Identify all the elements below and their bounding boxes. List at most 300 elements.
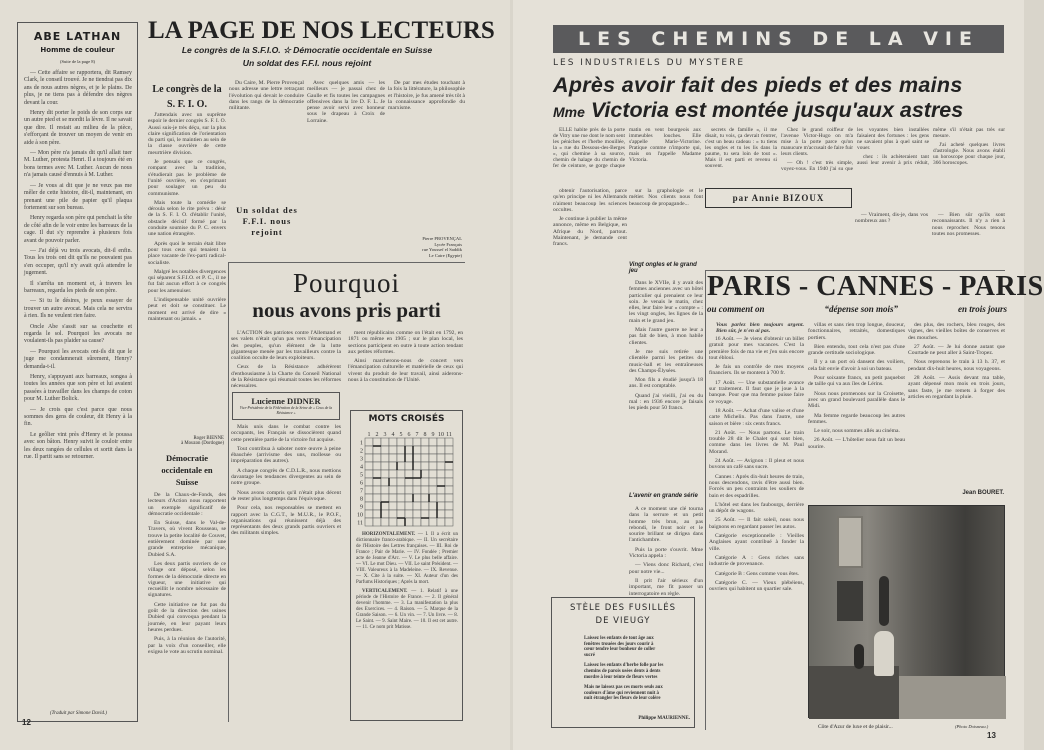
column-number: 10 — [438, 432, 444, 438]
column-number: 2 — [375, 432, 379, 438]
crossword-cell[interactable] — [429, 502, 437, 510]
crossword-cell[interactable] — [397, 478, 405, 486]
paragraph: — Je crois que c'est parce que nous sommes des gens de couleur, dit Henry à la fin. — [24, 406, 132, 428]
soldat-body — [307, 80, 385, 255]
crossword-cell[interactable] — [381, 502, 389, 510]
crossword-cell[interactable] — [365, 454, 373, 462]
subtitle-suisse: Démocratie occidentale en Suisse — [293, 45, 433, 55]
crossword-cell[interactable] — [389, 486, 397, 494]
paragraph: ELLE habite près de la porte de Vitry une rue dont le nom sent les péniches et l'herbe mouillée, la « rue du Dessous-des-Berges », qui chemine à sa source, chemin de halage du chemin de fer de ceinture, se gorge chaque matin en vent bourgeois aux immeubles louches. Elle s'appelle Marie-Victorine. Pratique comme n'importe qui, mais on l'appelle Madame Victoria. — [553, 127, 701, 169]
paragraph: A ce moment une clé tourna dans la serrure et un petit homme très brun, au pas rebondi, le front noir et le sourire brillant se dirigea dans l'antichambre. — [629, 506, 703, 544]
crossword-cell[interactable] — [365, 446, 373, 454]
crossword-cell[interactable] — [445, 510, 453, 518]
crossword-cell[interactable] — [445, 478, 453, 486]
crossword-cell[interactable] — [445, 502, 453, 510]
vertical-clues: — 1. Relatif à une période de l'Histoire de France. — 2. Il général devenir l'homme. — 3. La manifestation la plus des Exercices. — 4. Raison. — 5. Marque de la Grande Saison. — 6. Un vin. — 7. Un livre. — 8. Le Saint. — 9. Saint Maire. — 10. Il est cet autre. — 11. Ce nom prit Matisse. — [356, 589, 459, 630]
column-number: 4 — [391, 432, 395, 438]
crossword-cell[interactable] — [405, 518, 413, 526]
crossword-cell[interactable] — [405, 502, 413, 510]
paragraph: Tout contribua à saboter notre œuvre à peine ébauchée (arrivisme des uns, mollesse ou impréparation des autres). — [231, 445, 341, 465]
paris-title: PARIS - CANNES - PARIS — [707, 271, 1044, 302]
paragraph: Je continue à publier la même annonce, même en Belgique, en Afrique du Nord, partout. Maintenant, je demande cent francs. — [553, 216, 627, 248]
crossword-cell[interactable] — [389, 462, 397, 470]
column-number: 6 — [407, 432, 411, 438]
pourquoi-body-3 — [231, 424, 341, 722]
crossword-cell[interactable] — [405, 486, 413, 494]
article-top-right — [855, 212, 1005, 270]
photo-caption: Côte d'Azur de luxe et de plaisir... — [818, 724, 893, 730]
column-number: 11 — [446, 432, 452, 438]
sidebar-title: ABE LATHAN — [33, 30, 122, 43]
pourquoi-body-2 — [348, 330, 463, 405]
crossword-cell[interactable] — [413, 486, 421, 494]
paragraph: Bien entendu, tout cela n'est pas d'une grande certitude sociologique. — [808, 343, 905, 357]
crossword-cell[interactable] — [389, 510, 397, 518]
row-number: 6 — [360, 480, 363, 487]
author-name: Lucienne DIDNER — [251, 396, 321, 406]
paragraph: A chaque congrès de C.D.L.R., nous mettions davantage les tendances divergentes au sein de notre groupe. — [231, 467, 341, 487]
crossword-cell[interactable] — [365, 470, 373, 478]
crossword-cell[interactable] — [365, 494, 373, 502]
row-number: 8 — [360, 496, 363, 503]
paragraph: Puis la porte s'ouvrit. Mme Victoria appela : — [629, 546, 703, 560]
paragraph: Malgré les notables divergences qui séparent S.F.I.O. et P. C., il ne fut fait aucun effort à ce congrès pour les amenuiser. — [148, 268, 226, 294]
paragraph: Je pensais que ce congrès, rompant avec la tradition, s'étudierait pas le problème de l'unité ouvrière, en s'exprimant pour soulager un peu du communisme. — [148, 159, 226, 197]
paragraph: — Viens donc Richard, c'est pour notre vie... — [629, 562, 703, 575]
paris-subtitle — [707, 304, 1007, 314]
crossword-cell[interactable] — [437, 518, 445, 526]
row-number: 4 — [360, 464, 363, 471]
paragraph: De la Chaux-de-Fonds, des lecteurs d'Action nous rapportent un exemple significatif de démocratie occidentale : — [148, 492, 226, 517]
paragraph: secrets de famille », il me disait, tu vois, ça devrait t'entrer, c'est un beau cadeau : « tu tiens les ongles et tu les lis dans la paume, tu sera loin de tout ». Mais il est parti et revenu si souvent. — [705, 127, 777, 169]
photo-child — [874, 631, 894, 676]
column-number: 1 — [367, 432, 371, 438]
paragraph: Henry dit porter le poids de son corps sur un autre pied et se mordit la lèvre. Il ne savait que dire. Il restait au milieu de la pièce, s'efforçant de trouver un moyen de venir en aide à son père. — [24, 110, 132, 146]
kicker: LES INDUSTRIELS DU MYSTERE — [553, 58, 746, 68]
crossword-cell[interactable] — [413, 462, 421, 470]
crossword-cell[interactable] — [381, 438, 389, 446]
poem-stanzas — [584, 636, 664, 707]
crossword-cell[interactable] — [381, 518, 389, 526]
paragraph: Quand j'ai vieilli, j'ai eu du mal : en 1936 encore je faisais les pieds pour 50 francs. — [629, 392, 703, 412]
crossword-cell[interactable] — [437, 470, 445, 478]
paragraph: Cette initiative ne fut pas du goût de la direction des usines Dubied qui convoqua pendant la journée, en leur payant leurs heures perdues. — [148, 601, 226, 633]
crossword-cell[interactable] — [437, 438, 445, 446]
crossword-cell[interactable] — [445, 486, 453, 494]
paragraph: — J'ai déjà vu trois avocats, dit-il enfin. Tous les trois ont dit qu'ils ne pouvaient pas s'en occuper, qu'il n'y avait qu'à attendre le jugement. — [24, 247, 132, 277]
crossword-cell[interactable] — [405, 478, 413, 486]
crossword-cell[interactable] — [373, 494, 381, 502]
sidebar-note: (Suite de la page 8) — [60, 59, 95, 64]
row-number: 2 — [360, 448, 363, 455]
crossword-cell[interactable] — [381, 486, 389, 494]
paragraph: Le geôlier vint près d'Henry et le poussa avec son bâton. Henry suivit le couloir entre les deux rangées de cellules et sortit dans la rue. Il partit sans se retourner. — [24, 431, 132, 461]
sfio-signature — [150, 436, 224, 446]
crossword-cell[interactable] — [389, 502, 397, 510]
crossword-cell[interactable] — [429, 454, 437, 462]
paragraph: sur la graphologie et le métier. Nos clients nous font beaucoup de propagande... — [629, 188, 703, 207]
crossword-cell[interactable] — [389, 454, 397, 462]
paragraph: Ainsi marcherons-nous de concert vers l'émancipation culturelle et matérielle de ceux qui vivent du produit de leur travail, ainsi aiderons-nous à la constitution de l'Unité. — [348, 358, 463, 384]
crossword-cell[interactable] — [373, 510, 381, 518]
photo-window — [837, 516, 863, 568]
crossword-cell[interactable] — [421, 454, 429, 462]
paragraph: Dans le XVIIe, il y avait des femmes anciennes avec un hôtel particulier qui prenaient ce leur soin. Je venais le matin, chez elles, leur faire leur « compte » : les vingt ongles, les lignes de la main et le grand jeu. — [629, 280, 703, 324]
paragraph: Catégorie B : Gens comme vous êtes. — [715, 570, 800, 577]
author-role: Vice-Présidente de la Fédération de la Seine de « Ceux de la Résistance » — [239, 406, 333, 415]
soldat-body-top — [229, 80, 304, 200]
paragraph: Je me suis retirée une clientèle parmi les petites du music-hall et les entraîneuses des Champs-Élysées. — [629, 348, 703, 374]
paragraph: Il s'arrêta un moment et, à travers les barreaux, regarda les pieds de son père. — [24, 280, 132, 294]
star-icon: ☆ — [283, 45, 291, 55]
pourquoi-left-rule — [228, 262, 229, 722]
crossword-cell[interactable] — [421, 510, 429, 518]
article-col-2b — [629, 506, 703, 597]
subhead-vingt-ongles: Vingt ongles et le grand jeu — [629, 262, 697, 274]
paragraph: Le soir, nous sommes allés au cinéma. — [814, 428, 900, 435]
paragraph: Il prit l'air sérieux d'un important, me fit passer un interrogatoire en règle. — [629, 577, 703, 597]
crossword-cell[interactable] — [445, 462, 453, 470]
crossword-cell[interactable] — [405, 510, 413, 518]
soldat-signature-name: Pierre PROVENÇAL — [422, 236, 462, 241]
crossword-cell[interactable] — [397, 470, 405, 478]
paragraph: Oncle Abe s'assit sur sa couchette et regarda le sol. Pourquoi les avocats ne voulaient-ils pas plaider sa cause? — [24, 323, 132, 345]
paragraph: Mon fils a étudié jusqu'à 18 ans. Il est comptable. — [629, 377, 703, 390]
crossword-cell[interactable] — [365, 518, 373, 526]
column-number: 9 — [431, 432, 435, 438]
crossword-cell[interactable] — [437, 486, 445, 494]
crossword-cell[interactable] — [381, 454, 389, 462]
crossword-cell[interactable] — [397, 486, 405, 494]
paragraph: Catégorie exceptionnelle : Vieilles Anglaises ayant contribué à fonder la ville. — [709, 533, 804, 552]
crossword-cell[interactable] — [429, 470, 437, 478]
column-number: 5 — [399, 432, 403, 438]
paragraph: ment républicains comme on l'était en 1792, en 1871 ou même en 1905 ; sur le plan local, les sections participent en outre à toute action tendant aux petites réformes. — [348, 330, 463, 355]
row-number: 10 — [357, 512, 363, 519]
paris-subtitle-quote: “dépense son mois” — [824, 304, 898, 314]
crossword-cell[interactable] — [365, 462, 373, 470]
paris-author: Jean BOURET. — [962, 490, 1004, 496]
crossword-cell[interactable] — [421, 470, 429, 478]
crossword-cell[interactable] — [429, 478, 437, 486]
soldat-body-2 — [388, 80, 465, 238]
paragraph: J'ai acheté quelques livres d'astrologie. Nous avons établi un horoscope pour chaque jour, 366 horoscopes. — [933, 142, 1005, 166]
paragraph: 16 Août. — Je viens d'obtenir un billet gratuit pour mes vacances. C'est la première fois de ma vie et j'en suis encore tout ébloui. — [709, 336, 804, 361]
paragraph: — Mon père n'a jamais dit qu'il allait tuer M. Luther, protesta Henri. Il a toujours été en bons termes avec M. Luther. Aucun de nous n'a jamais causé d'ennuis à M. Luther. — [24, 150, 132, 179]
paragraph: — Si tu le désires, je peux essayer de trouver un autre avocat. Mais cela ne servira à rien. Ils ne veulent rien faire. — [24, 298, 132, 320]
crossword-cell[interactable] — [373, 478, 381, 486]
crossword-cell[interactable] — [437, 502, 445, 510]
poem-title-1: STÈLE DES FUSILLÉS — [569, 603, 677, 613]
crossword-title: MOTS CROISÉS — [368, 414, 445, 424]
signature-line: Le Caire (Egypte) — [428, 252, 462, 258]
paragraph: — Oh ! c'est très simple, voyez-vous. En 1940 j'ai su que les voyantes bien installées faisaient des fortunes : les gens ne savaient plus à quel saint se vouer. — [781, 127, 929, 172]
paragraph: — Cette affaire se rapportera, dit Ramsey Clark, le conseil trouvé. Je ne tiendrai pas dix ans de nous autres nègres, et je le plains. De plus, je ne tiens pas à défendre des nègres devant la cour. — [24, 70, 132, 106]
crossword-cell[interactable] — [405, 454, 413, 462]
photo-credit: (Photo Doisneau.) — [955, 724, 989, 729]
paragraph: Il y a un port où dansent des voiliers, cela fait envie d'avoir à soi un bateau. — [808, 359, 905, 372]
paragraph: Nous avons compris qu'il n'était plus décent de rester plus longtemps dans l'équivoque. — [231, 489, 341, 502]
poem-author: Philippe MAURIENNE. — [638, 716, 690, 721]
crossword-cell[interactable] — [373, 446, 381, 454]
crossword-cell[interactable] — [437, 462, 445, 470]
paragraph: Catégorie C. — Vieux plébéiens, ouvriers qui habitent un quartier sale. — [709, 579, 804, 593]
paragraph: 27 Août. — Je lui donne autant que Courtade ne peut aller à Saint-Tropez. — [908, 343, 1005, 357]
signature-line: rue Youssef el Saddik — [422, 247, 462, 252]
crossword-cell[interactable] — [429, 462, 437, 470]
signature-line: Lycée Français — [434, 241, 462, 247]
crossword-cell[interactable] — [373, 518, 381, 526]
paragraph: villas et sans rien trop longue, douceur, fonctionnaires, retraités, domestiques portiers. — [808, 322, 905, 341]
crossword-cell[interactable] — [413, 478, 421, 486]
paragraph: De par mes études touchant à la fois la littérature, la philosophie et l'histoire, je fus amené très tôt à la connaissance approfondie du marxisme. — [388, 80, 465, 112]
sfio-signature-place: à Mouzon (Dordogne) — [181, 441, 224, 446]
paragraph: Mais unis dans le combat contre les occupants, les Français se dissocièrent quand cette première partie de la victoire fut acquise. — [231, 424, 341, 443]
crossword-cell[interactable] — [421, 462, 429, 470]
photo-window-lower — [837, 581, 863, 621]
paragraph: — Pourquoi les avocats ont-ils dit que le juge me condamnerait sûrement, Henry? demanda-t-il. — [24, 348, 132, 370]
paragraph: 26 Août. — L'hôtelier nous fait un beau sourire. — [808, 437, 905, 450]
crossword-cell[interactable] — [429, 446, 437, 454]
crossword-cell[interactable] — [405, 470, 413, 478]
crossword-cell[interactable] — [365, 510, 373, 518]
crossword-cell[interactable] — [421, 518, 429, 526]
crossword-cell[interactable] — [373, 486, 381, 494]
crossword-grid[interactable] — [353, 428, 461, 528]
crossword-cell[interactable] — [389, 470, 397, 478]
paragraph: 28 Août. — Assis devant ma table, ayant dépensé mon mois en trois jours, sans faste, je me remets à forger des articles en regardant la pluie. — [908, 375, 1005, 400]
paragraph: Pour soixante francs, un petit paquebot de taille qui va aux îles de Lérins. — [808, 375, 905, 388]
crossword-cell[interactable] — [429, 438, 437, 446]
soldat-signature — [388, 236, 462, 258]
paragraph: — Je vous ai dit que je ne veux pas me mêler de cette histoire, dit-il, maintenant, en prenant une pile de papier qu'il plaqua fortement sur son bureau. — [24, 182, 132, 211]
article-col-2a — [629, 188, 703, 258]
headline-mme: Mme — [553, 104, 585, 120]
section-banner: LES CHEMINS DE LA VIE — [553, 25, 1004, 53]
row-number: 11 — [357, 520, 363, 527]
column-number: 7 — [415, 432, 419, 438]
crossword-cell[interactable] — [437, 454, 445, 462]
crossword-cell[interactable] — [445, 470, 453, 478]
crossword-cell[interactable] — [373, 454, 381, 462]
headline-2 — [553, 98, 1008, 123]
crossword-cell[interactable] — [373, 502, 381, 510]
pourquoi-body-1 — [231, 330, 341, 390]
crossword-cell[interactable] — [397, 446, 405, 454]
crossword-cell[interactable] — [381, 494, 389, 502]
horizontal-label: HORIZONTALEMENT. — [362, 532, 416, 537]
crossword-cell[interactable] — [437, 494, 445, 502]
header-subtitles — [148, 45, 466, 56]
pourquoi-title-2: nous avons pris parti — [252, 298, 441, 322]
crossword-cell[interactable] — [437, 510, 445, 518]
paragraph: Henry, s'appuyant aux barreaux, songea à toutes les années que son père et lui avaient passées à travailler dans les champs de coton pour M. Luther Bolick. — [24, 374, 132, 403]
crossword-cell[interactable] — [389, 478, 397, 486]
paris-col-1 — [709, 336, 804, 728]
crossword-cell[interactable] — [389, 518, 397, 526]
crossword-cell[interactable] — [397, 462, 405, 470]
crossword-cell[interactable] — [405, 462, 413, 470]
paragraph: obtenir l'autorisation, parce qu'en principe ni les Allemands n'aiment beaucoup les sciences occultes. — [553, 188, 627, 213]
crossword-cell[interactable] — [445, 438, 453, 446]
paris-subtitle-2: en trois jours — [957, 304, 1007, 314]
paragraph: Je fais un contrôle de mes moyens financiers. Ils se montent à 700 fr. — [709, 364, 804, 377]
crossword-cell[interactable] — [413, 494, 421, 502]
poem-stanza: Laissez les enfants de tout âge aux fenêtres trouées des jours courir à cœur tendre leur bonheur de coller sucré — [584, 636, 656, 658]
crossword-cell[interactable] — [413, 470, 421, 478]
crossword-cell[interactable] — [421, 486, 429, 494]
paragraph: — Vraiment, dis-je, dans vos nombreux ans ? — [855, 212, 928, 225]
sfio-body — [148, 112, 226, 437]
paragraph: Henry regarda son père qui penchait la tête de côté afin de le voir entre les barreaux de la cage. Il dut s'y reprendre à plusieurs fois avant de pouvoir parler. — [24, 215, 132, 244]
crossword-cell[interactable] — [421, 446, 429, 454]
crossword-cell[interactable] — [397, 494, 405, 502]
crossword-cell[interactable] — [413, 502, 421, 510]
crossword-cell[interactable] — [429, 510, 437, 518]
crossword-cell[interactable] — [437, 446, 445, 454]
paragraph: Mais toute la comédie se déroula selon le rite prévu : désir de la S. F. I. O. d'établir l'unité, obstacle décisif formé par la conduite soumise du P. C. envers une nation étrangère. — [148, 199, 226, 238]
crossword-cell[interactable] — [365, 438, 373, 446]
crossword-cell[interactable] — [381, 478, 389, 486]
crossword-cell[interactable] — [397, 438, 405, 446]
paragraph: 17 Août. — Une substantielle avance sur traitement. Il faut que je joue à la banque. Pour que ma femme puisse faire ce voyage. — [709, 379, 804, 405]
pourquoi-title-1: Pourquoi — [292, 268, 400, 298]
paragraph: L'ACTION des patriotes contre l'Allemand et ses valets n'était qu'un pas vers l'émancipation des peuples, qu'un élément de la lutte gigantesque menée par les travailleurs contre la coalition occulte de leurs exploiteurs. — [231, 330, 341, 362]
sidebar-subtitle: Homme de couleur — [40, 46, 115, 54]
crossword-cell[interactable] — [413, 510, 421, 518]
paris-lead: Vous parlez bien toujours argent. Bien sûr, je n'en ai pas. — [716, 322, 804, 335]
crossword-cell[interactable] — [413, 518, 421, 526]
paragraph: Les deux partis ouvriers de ce village ont déposé, selon les formes de la démocratie directe en vigueur, une initiative qui recueillit le nombre nécessaire de signatures. — [148, 560, 226, 599]
paragraph: L'indispensable unité ouvrière peut et doit se constituer. Le moment est arrivé de dire « maintenant ou jamais. » — [148, 297, 226, 322]
column-number: 8 — [423, 432, 427, 438]
crossword-cell[interactable] — [445, 518, 453, 526]
crossword-cell[interactable] — [421, 478, 429, 486]
paragraph: Ceux de la Résistance adhérèrent d'enthousiasme à la Charte du Conseil National de la Résistance qui résumait toutes les réformes nécessaires. — [231, 364, 341, 390]
crossword-cell[interactable] — [365, 486, 373, 494]
crossword-cell[interactable] — [445, 494, 453, 502]
crossword-clues — [356, 532, 458, 718]
crossword-cell[interactable] — [437, 478, 445, 486]
crossword-cell[interactable] — [405, 494, 413, 502]
vertical-label: VERTICALEMENT. — [362, 589, 408, 594]
crossword-cell[interactable] — [413, 454, 421, 462]
page-number-right: 13 — [987, 731, 996, 740]
crossword-cell[interactable] — [389, 438, 397, 446]
crossword-cell[interactable] — [389, 446, 397, 454]
pourquoi-top-rule — [228, 262, 465, 263]
paragraph: J'attendais avec un suprême espoir le dernier congrès S. F. I. O. Aussi suis-je très déçu, sur la plus claire signification de l'orientation du parti qui, le maintien au sein de la classe ouvrière de cette meurtrière division. — [148, 112, 227, 156]
row-number: 7 — [360, 488, 363, 495]
crossword-cell[interactable] — [405, 438, 413, 446]
paragraph: Pour cela, nos responsables se mettent en rapport avec la C.G.T., le M.U.R., le P.O.F., organisations qui réunissent déjà des représentants des deux grands partis ouvriers et des militants simples. — [231, 505, 341, 537]
crossword-cell[interactable] — [429, 486, 437, 494]
row-number: 1 — [360, 440, 363, 447]
crossword-cell[interactable] — [365, 502, 373, 510]
crossword-cell[interactable] — [397, 454, 405, 462]
suisse-title: Démocratie occidentale en Suisse — [161, 453, 213, 487]
crossword-cell[interactable] — [421, 494, 429, 502]
page-title: LA PAGE DE NOS LECTEURS — [148, 17, 495, 44]
paragraph: Nous nous promenons sur la Croisette, avec un grand boulevard parallèle dans le Midi. — [808, 390, 905, 410]
paragraph: — Bien sûr qu'ils sont reconnaissants. Il n'y a rien à nous reprocher. Nous tenons toutes nos promesses. — [932, 212, 1005, 237]
crossword-cell[interactable] — [381, 510, 389, 518]
crossword-cell[interactable] — [365, 478, 373, 486]
soldat-title: Un soldat des F.F.I. nous rejoint — [236, 205, 298, 237]
paragraph: Chez le grand coiffeur de l'avenue Victor-Hugo on m'a mise à la porte parce qu'on manucure m'accusait de faire fuir leurs clients. — [781, 127, 853, 157]
row-number: 9 — [360, 504, 363, 511]
sfio-title: Le congrès de la S. F. I. O. — [152, 84, 222, 110]
sidebar-body — [24, 70, 132, 710]
crossword-cell[interactable] — [397, 502, 405, 510]
crossword-cell[interactable] — [381, 470, 389, 478]
crossword-cell[interactable] — [445, 454, 453, 462]
crossword-cell[interactable] — [421, 438, 429, 446]
sfio-signature-name: Roger BIENNE — [193, 436, 224, 441]
paris-subtitle-1: ou comment on — [707, 304, 765, 314]
paragraph: En Suisse, dans le Val-de-Travers, où vivent Rousseau, se trouve la petite localité de Couvet, entièrement dominée par une grande entreprise mécanique, Dubied S.A. — [148, 520, 226, 558]
photo-child-2 — [879, 576, 889, 626]
byline-box: par Annie BIZOUX — [705, 188, 852, 208]
paragraph: 21 Août. — Nous partons. Le train trouble 28 dit le Chalet qui sont bien, comme dans les livres de M. Paul Morand. — [709, 429, 804, 455]
paris-col-3 — [908, 322, 1005, 490]
headline-2-text: Victoria est montée jusqu'aux astres — [590, 98, 964, 122]
crossword-cell[interactable] — [373, 462, 381, 470]
row-number: 5 — [360, 472, 363, 479]
crossword-cell[interactable] — [413, 446, 421, 454]
headline-1: Après avoir fait des pieds et des mains — [553, 73, 963, 97]
crossword-cell[interactable] — [413, 438, 421, 446]
article-col-2 — [629, 280, 703, 510]
paragraph: L'hôtel est dans les faubourgs, derrière un dépôt de wagons. — [709, 501, 804, 515]
crossword-cell[interactable] — [421, 502, 429, 510]
sidebar-credit: (Traduit par Simone David.) — [50, 711, 107, 716]
subtitle-soldat: Un soldat des F.F.I. nous rejoint — [242, 58, 372, 68]
paragraph: chez : ils achèteraient tant aussi leur avenir à prix réduit, même s'il n'était pas très sur mesure. — [857, 127, 1005, 166]
crossword-cell[interactable] — [429, 494, 437, 502]
crossword-cell[interactable] — [373, 470, 381, 478]
paragraph: Catégorie A : Gens riches sans industrie de provenance. — [709, 554, 804, 568]
crossword-cell[interactable] — [397, 510, 405, 518]
photo-child-3 — [854, 644, 864, 669]
crossword-cell[interactable] — [405, 446, 413, 454]
paragraph: 18 Août. — Achat d'une valise et d'une carte Michelin. Pas dans l'autre, une saison et bière : six cents francs. — [709, 407, 804, 427]
crossword-cell[interactable] — [389, 494, 397, 502]
crossword-cell[interactable] — [397, 518, 405, 526]
author-box — [232, 392, 340, 420]
paragraph: Nous reprenons le train à 13 h. 37, et pendant dix-huit heures, nous voyageons. — [908, 359, 1005, 372]
crossword-cell[interactable] — [381, 462, 389, 470]
paragraph: 24 Août. — Avignon : Il pleut et nous buvons un café sans sucre. — [709, 458, 804, 471]
crossword-cell[interactable] — [373, 438, 381, 446]
paragraph: Du Caire, M. Pierre Provençal nous adresse une lettre retraçant l'évolution qui devait le conduire dans les rangs de la démocratie militante. — [229, 80, 304, 112]
row-number: 3 — [360, 456, 363, 463]
crossword-cell[interactable] — [381, 446, 389, 454]
subhead-avenir: L'avenir en grande série — [629, 493, 698, 499]
poem-stanza: Laissez les enfants d'herbe folle par les chemins de parois usées dents à dents mordre à leur teinte de fleurs vertes — [584, 663, 664, 680]
suisse-body — [148, 492, 226, 720]
page-number-left: 12 — [22, 718, 31, 727]
paragraph: Avec quelques amis — les meilleurs — je passai chez de Gaulle et fis toutes les campagnes offensives dans la 1re D. F. L. Je pense avoir servi avec honneur sous le drapeau à Croix de Lorraine. — [307, 80, 385, 124]
paris-col-2 — [808, 322, 905, 500]
subtitle-sfio: Le congrès de la S.F.I.O. — [181, 45, 281, 55]
crossword-cell[interactable] — [429, 518, 437, 526]
article-body-top — [553, 127, 1005, 185]
paragraph: des plus, des rochers, bleu rouges, des vignes, des vieilles boîtes de conserves et des mouches. — [908, 322, 1005, 341]
photo-street — [899, 676, 1006, 719]
horizontal-clues: — I. Il a écrit un dictionnaire franco-arabique. — II. Un secrétaire de l'Histoire des Lettres françaises. — III. Roi de France ; Pair de Marie. — IV. Fondée ; Premier acte de Jeanne d'Arc. — V. Le plus belle affaire. — VI. Le mot Dieu. — VII. Le saint Président. — VIII. Valeureux à la Madeleine. — IX. Revenue. — X. Cite à la suite. — XI. Auteur d'un des Parfums Historiques ; Après la mort. — [356, 532, 458, 585]
crossword-cell[interactable] — [445, 446, 453, 454]
